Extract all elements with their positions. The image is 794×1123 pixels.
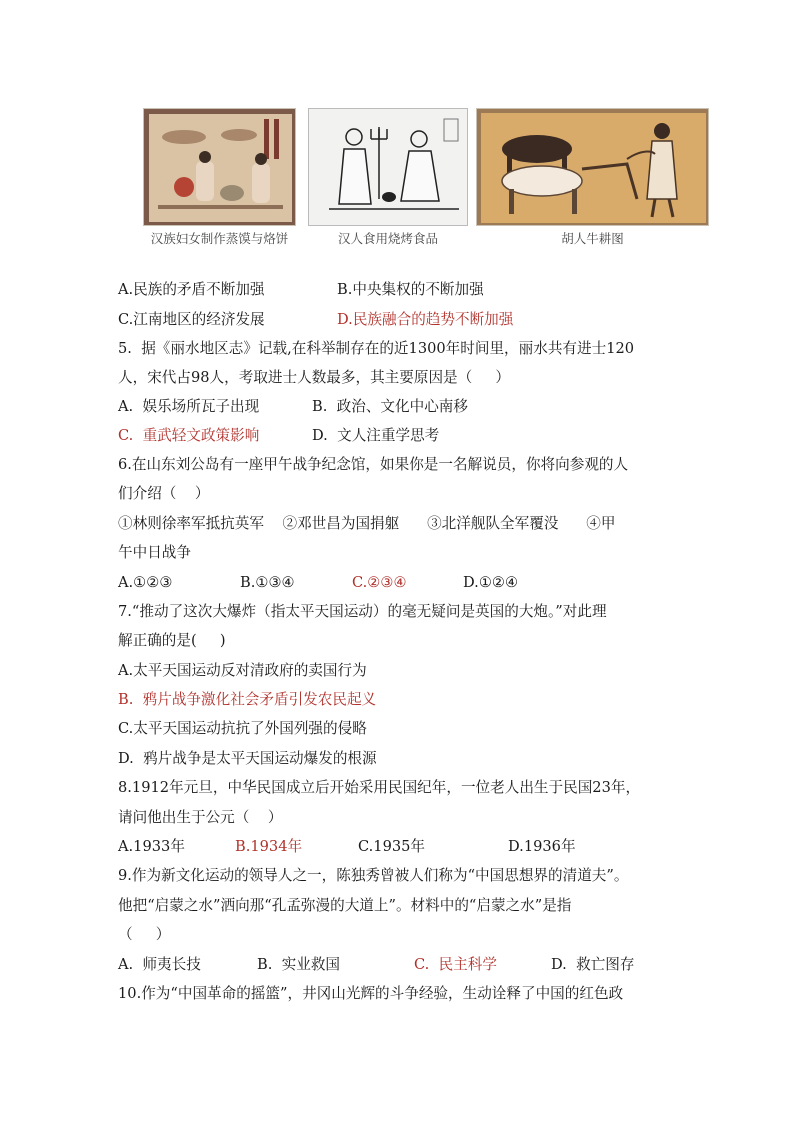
figure-caption-1: 汉族妇女制作蒸馍与烙饼 [150,231,289,246]
q9-stem-line2: 他把“启蒙之水”洒向那“孔孟弥漫的大道上”。材料中的“启蒙之水”是指 [118,897,572,914]
q5-stem-line1: 5. 据《丽水地区志》记载,在科举制存在的近1300年时间里，丽水共有进士120 [118,340,635,357]
q6-stem-line1: 6.在山东刘公岛有一座甲午战争纪念馆，如果你是一名解说员，你将向参观的人 [118,456,629,473]
q7-option-c: C.太平天国运动抗抗了外国列强的侵略 [118,720,367,737]
q5-option-d: D. 文人注重学思考 [312,427,440,444]
q6-items-line2: 午中日战争 [118,544,191,561]
q4-option-c: C.江南地区的经济发展 [118,311,265,328]
q5-option-b: B. 政治、文化中心南移 [312,398,468,415]
q9-option-b: B. 实业救国 [257,956,341,973]
q4-option-d-answer: D.民族融合的趋势不断加强 [337,311,514,328]
q8-option-b-answer: B.1934年 [235,838,303,855]
q6-items-line1: ①林则徐率军抵抗英军 ②邓世昌为国捐躯 ③北洋舰队全军覆没 ④甲 [118,515,616,532]
q4-option-a: A.民族的矛盾不断加强 [118,281,265,298]
q9-stem-line3: （ ） [118,926,171,943]
q7-option-d: D. 鸦片战争是太平天国运动爆发的根源 [118,750,377,767]
q6-option-d: D.①②④ [463,574,519,591]
painting-women-cooking [143,108,296,226]
q8-stem-line2: 请问他出生于公元（ ） [118,809,283,826]
q5-option-c-answer: C. 重武轻文政策影响 [118,427,260,444]
q5-option-a: A. 娱乐场所瓦子出现 [118,398,260,415]
q6-option-b: B.①③④ [240,574,295,591]
q9-stem-line1: 9.作为新文化运动的领导人之一，陈独秀曾被人们称为“中国思想界的清道夫”。 [118,867,629,884]
figure-caption-3: 胡人牛耕图 [561,231,624,246]
q6-option-c-answer: C.②③④ [352,574,407,591]
q9-option-a: A. 师夷长技 [118,956,201,973]
q9-option-d: D. 救亡图存 [551,956,635,973]
figure-row [143,108,709,248]
q6-stem-line2: 们介绍（ ） [118,485,210,502]
q9-option-c-answer: C. 民主科学 [414,956,497,973]
q7-option-b-answer: B. 鸦片战争激化社会矛盾引发农民起义 [118,691,377,708]
q6-option-a: A.①②③ [118,574,173,591]
q8-option-a: A.1933年 [118,838,185,855]
q7-stem-line1: 7.“推动了这次大爆炸（指太平天国运动）的毫无疑问是英国的大炮。”对此理 [118,603,607,620]
q8-option-c: C.1935年 [358,838,426,855]
painting-ox-plowing [476,108,709,226]
q8-stem-line1: 8.1912年元旦，中华民国成立后开始采用民国纪年，一位老人出生于民国23年， [118,779,641,796]
q7-option-a: A.太平天国运动反对清政府的卖国行为 [118,662,367,679]
q5-stem-line2: 人，宋代占98人，考取进士人数最多，其主要原因是（ ） [118,369,511,386]
q7-stem-line2: 解正确的是( ) [118,632,226,649]
q10-stem-line1: 10.作为“中国革命的摇篮”，井冈山光辉的斗争经验，生动诠释了中国的红色政 [118,985,624,1002]
drawing-grilling [308,108,468,226]
q4-option-b: B.中央集权的不断加强 [337,281,484,298]
q8-option-d: D.1936年 [508,838,576,855]
figure-caption-2: 汉人食用烧烤食品 [337,231,438,246]
